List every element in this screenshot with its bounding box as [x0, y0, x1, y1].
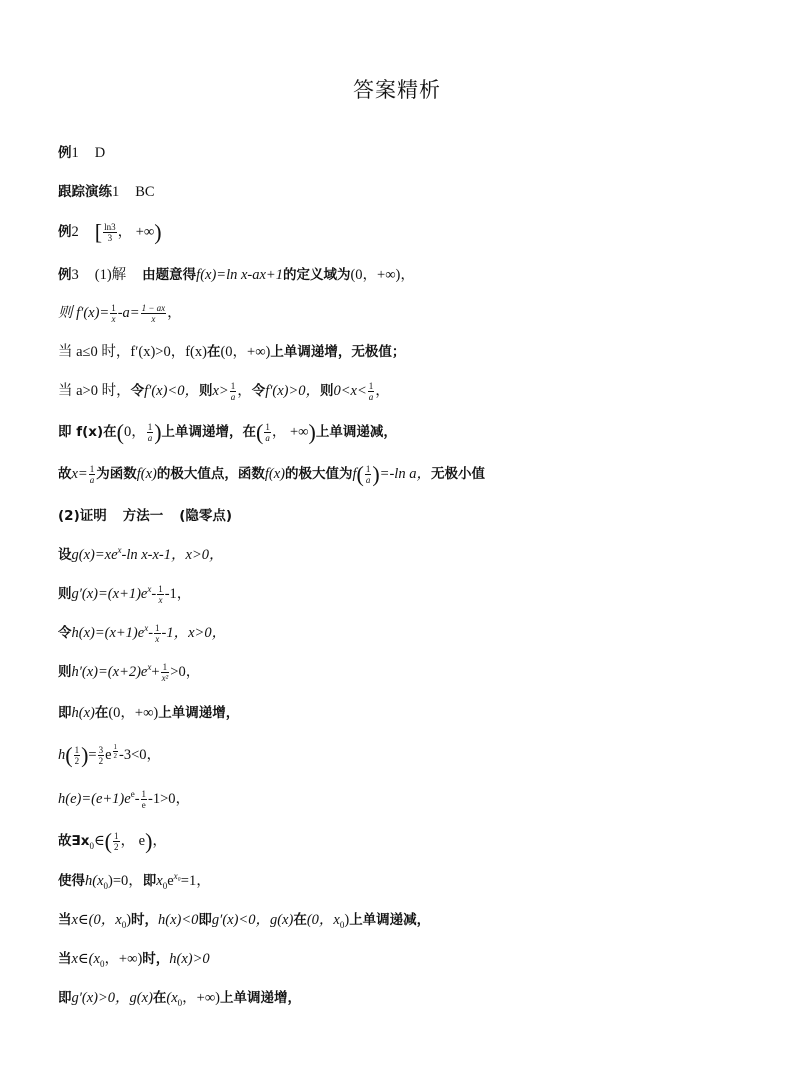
example-3-line-6: 故x= $\frac{1}{a}$ 为函数f(x)的极大值点，函数f(x)的极大值为f( $\frac{1}{a}$ )=-ln a，无极小值	[58, 461, 485, 487]
proof-line-2: 则$g'(x)=(x+1)e^x-$ $\frac{1}{x}$ -1，	[58, 584, 192, 606]
proof-line-10: 当x∈(0，$x_0$)时，h(x)<0即g′(x)<0，g(x)在(0，$x_0$)上单调递减，	[58, 912, 431, 930]
example-3-line-3: 当 a≤0 时，f′(x)>0，f(x)在(0，+∞)上单调递增，无极值；	[58, 344, 406, 360]
tracking-exercise-1-answer: 跟踪演练1 BC	[58, 184, 155, 200]
example-3-line-5: 即 f(x)在(0， $\frac{1}{a}$ )上单调递增，在( $\frac{1}{a}$ ， +∞)上单调递减，	[58, 419, 397, 445]
proof-line-12: 即g′(x)>0，g(x)在($x_0$，+∞)上单调递增，	[58, 990, 302, 1008]
proof-line-3: 令$h(x)=(x+1)e^x-$ $\frac{1}{x}$ -1，x>0，	[58, 623, 227, 645]
example-2-answer: 例2 [ $\frac{\ln 3}{3}$ ， +∞)	[58, 219, 162, 245]
example-1-answer: 例1 D	[58, 145, 106, 161]
proof-line-8: 故$\exists x_0\in$( $\frac{1}{2}$ ， e)，	[58, 828, 167, 854]
page-title: 答案精析	[353, 78, 441, 102]
proof-line-5: 即h(x)在(0，+∞)上单调递增，	[58, 705, 240, 721]
proof-line-6: h( $\frac{1}{2}$ )= $\frac{3}{2}$ e $^{\frac{1}{2}}$ -3<0，	[58, 742, 162, 768]
example-3-line-2: 则 f′(x)= $\frac{1}{x}$ -a= $\frac{1 - ax}{x}$ ，	[58, 303, 182, 325]
proof-line-4: 则$h'(x)=(x+2)e^x+$ $\frac{1}{\text{x²}}$ >0，	[58, 662, 201, 684]
example-3-line-4: 当 a>0 时，令f′(x)<0，则x> $\frac{1}{a}$ ，令f′(x)>0，则0<x< $\frac{1}{a}$ ，	[58, 381, 390, 403]
proof-line-7: $h(e)=(e+1)e^e-$ $\frac{1}{e}$ -1>0，	[58, 789, 191, 811]
fraction-ln3-over-3: $\frac{\ln 3}{3}$	[104, 222, 116, 244]
proof-line-9: 使得$h(x_0)=0$，即$x_0e^{x_0}=1$，	[58, 871, 211, 891]
proof-line-1: 设$g(x)=xe^x-\ln$ x-x-1，x>0，	[58, 545, 224, 563]
example-3-part-2-heading: (2)证明 方法一 (隐零点)	[58, 508, 233, 524]
proof-line-11: 当$x\in(x_0$，+∞)时，h(x)>0	[58, 951, 210, 969]
example-3-line-1: 例3 (1)解 由题意得f(x)=ln x-ax+1的定义域为(0，+∞)，	[58, 267, 415, 283]
